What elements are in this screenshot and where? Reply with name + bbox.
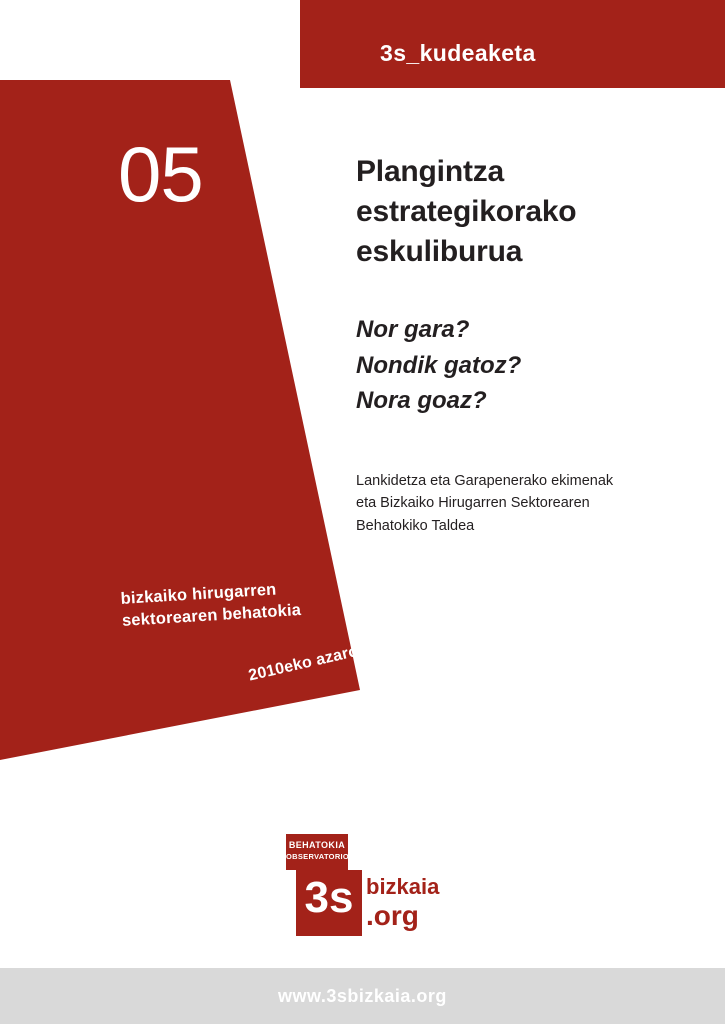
title-line-1: Plangintza [356,155,505,188]
subtitle-line-1: Nor gara? [356,316,470,343]
observatory-label-eu: BEHATOKIA [288,840,346,850]
title-line-3: eskuliburua [356,234,523,268]
subtitle-line-3: Nora goaz? [356,387,487,415]
authors-line-3: Behatokiko Taldea [356,517,475,534]
brand-line-2: sektorearen behatokia [121,601,302,631]
authors-line-2: eta Bizkaiko Hirugarren Sektorearen [356,495,590,512]
issue-number: 05 [118,130,203,218]
footer-url[interactable]: www.3sbizkaia.org [278,986,447,1006]
logo-word-org: .org [366,900,419,931]
observatory-label-es: OBSERVATORIO [286,852,350,861]
subtitle-line-2: Nondik gatoz? [356,351,522,379]
logo-mark-3s [296,870,362,936]
page-title [356,152,706,272]
publication-date: 2010eko azaroa [247,640,369,685]
logo-mark-text: 3s [304,873,354,922]
top-banner [300,0,725,88]
logo-word-bizkaia: bizkaia [366,874,440,899]
organization-logo [286,834,446,946]
page-subtitle [356,312,706,419]
authors-line-1: Lankidetza eta Garapenerako ekimenak [356,473,614,489]
authors-block [356,470,686,537]
title-line-2: estrategikorako [356,194,577,228]
footer-bar [0,968,725,1024]
brand-line-1: bizkaiko hirugarren [120,580,277,608]
observatory-badge [286,834,348,870]
series-title: 3s_kudeaketa [380,40,536,66]
